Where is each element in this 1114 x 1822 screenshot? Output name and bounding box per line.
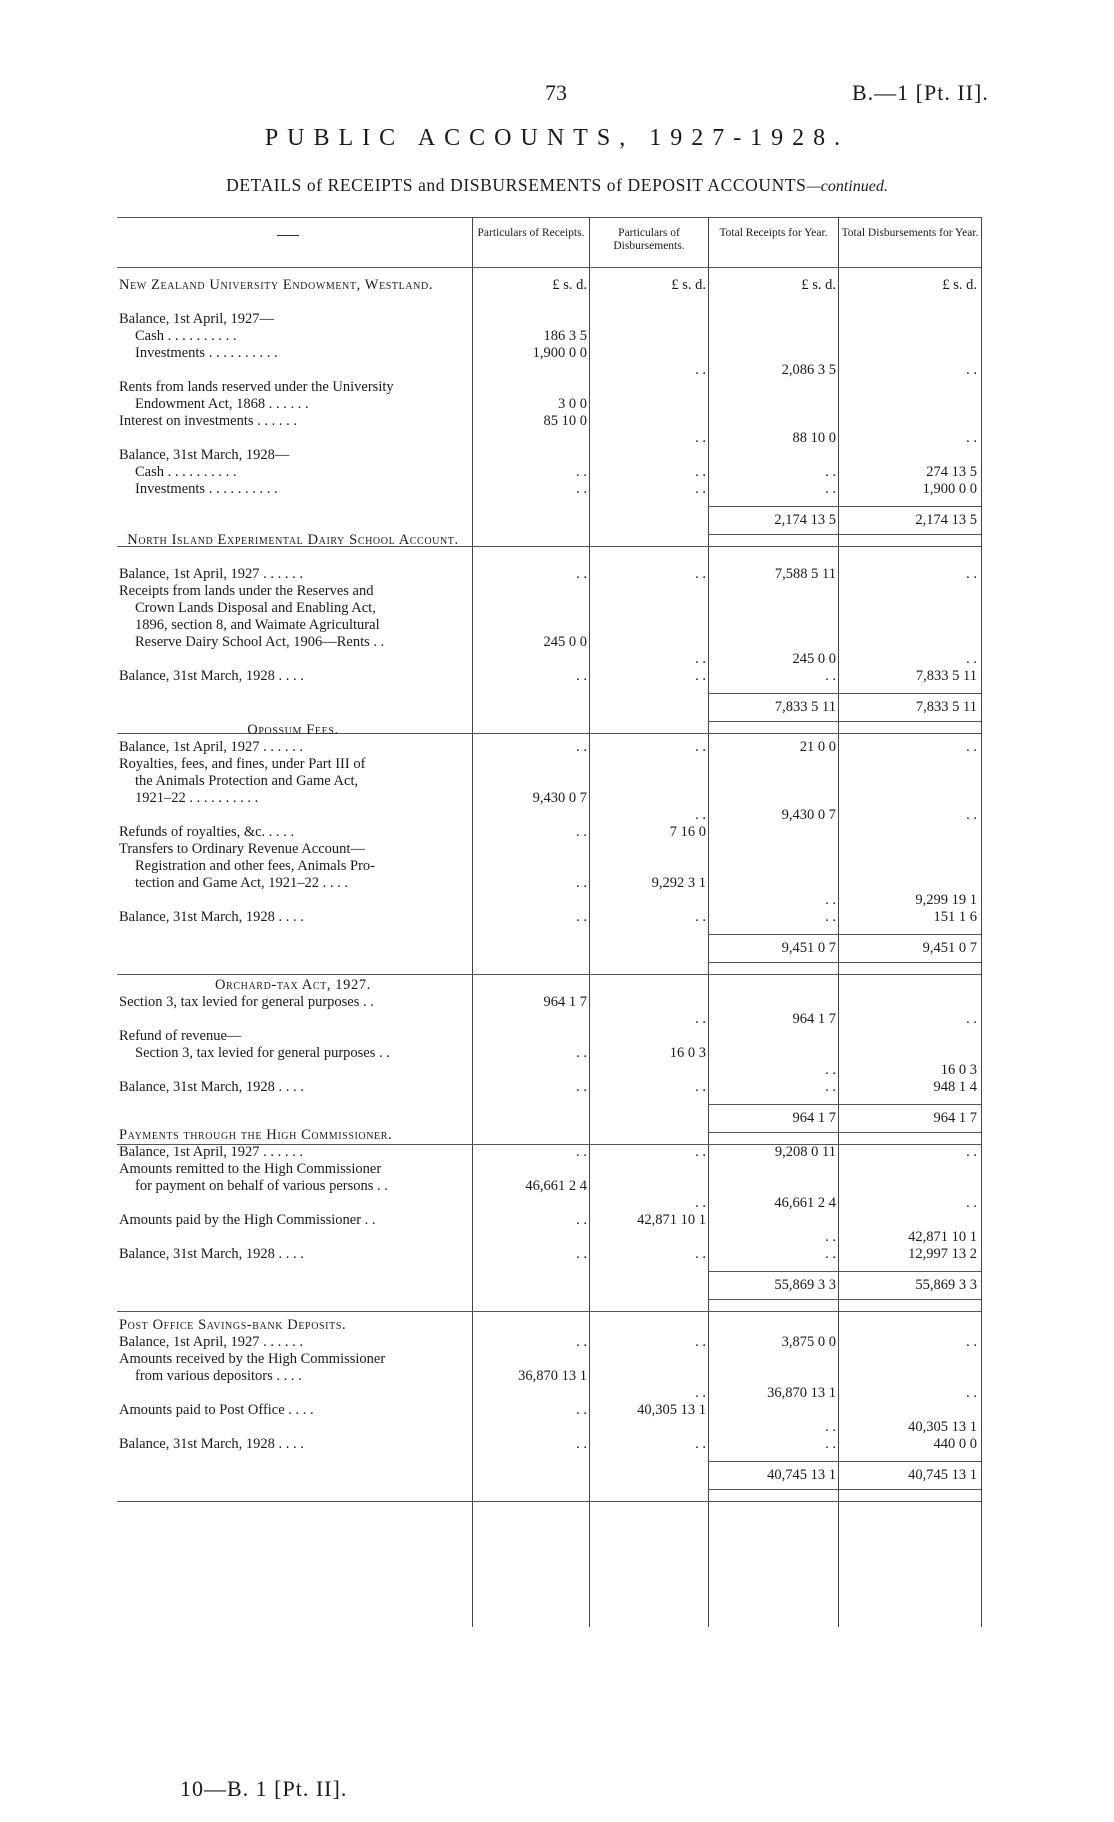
amount-rec: . . bbox=[576, 464, 587, 480]
line-text: Balance, 31st March, 1928 . . . . bbox=[119, 1246, 304, 1262]
amount-rec: . . bbox=[576, 1402, 587, 1418]
amount-trec: 36,870 13 1 bbox=[767, 1385, 836, 1401]
amount-rec: 46,661 2 4 bbox=[525, 1178, 587, 1194]
amount-rec: . . bbox=[576, 1144, 587, 1160]
amount-trec: . . bbox=[825, 909, 836, 925]
total-rule-bottom bbox=[708, 1132, 981, 1133]
total-disbursements: 40,745 13 1 bbox=[908, 1467, 977, 1483]
line-text: Amounts paid by the High Commissioner . . bbox=[119, 1212, 376, 1228]
amount-tdis: 12,997 13 2 bbox=[908, 1246, 977, 1262]
line-text: Balance, 31st March, 1928 . . . . bbox=[119, 1436, 304, 1452]
line-text: Amounts paid to Post Office . . . . bbox=[119, 1402, 314, 1418]
section-title: North Island Experimental Dairy School Account. bbox=[127, 532, 459, 548]
section-divider bbox=[117, 1501, 981, 1502]
header-total-disbursements: Total Disbursements for Year. bbox=[841, 227, 979, 239]
total-receipts: 9,451 0 7 bbox=[781, 940, 836, 956]
line-text: Refund of revenue— bbox=[119, 1028, 242, 1044]
page-subtitle bbox=[0, 175, 1114, 196]
line-text: Refunds of royalties, &c. . . . . bbox=[119, 824, 295, 840]
total-rule-bottom bbox=[708, 721, 981, 722]
amount-tdis: 151 1 6 bbox=[933, 909, 977, 925]
amount-tdis: . . bbox=[966, 566, 977, 582]
amount-tdis: 440 0 0 bbox=[933, 1436, 977, 1452]
amount-tdis: 1,900 0 0 bbox=[922, 481, 977, 497]
line-text: Investments . . . . . . . . . . bbox=[135, 345, 278, 361]
line-text: tection and Game Act, 1921–22 . . . . bbox=[135, 875, 349, 891]
line-text: 1921–22 . . . . . . . . . . bbox=[135, 790, 259, 806]
amount-trec: 9,430 0 7 bbox=[781, 807, 836, 823]
amount-trec: . . bbox=[825, 1229, 836, 1245]
amount-dis: . . bbox=[695, 739, 706, 755]
total-receipts: 40,745 13 1 bbox=[767, 1467, 836, 1483]
amount-dis: . . bbox=[695, 909, 706, 925]
amount-tdis: . . bbox=[966, 1334, 977, 1350]
amount-tdis: 9,299 19 1 bbox=[915, 892, 977, 908]
line-text: Balance, 31st March, 1928 . . . . bbox=[119, 668, 304, 684]
total-disbursements: 9,451 0 7 bbox=[922, 940, 977, 956]
line-text: Amounts remitted to the High Commissioner bbox=[119, 1161, 382, 1177]
amount-tdis: 16 0 3 bbox=[940, 1062, 977, 1078]
amount-tdis: . . bbox=[966, 1144, 977, 1160]
amount-rec: . . bbox=[576, 1212, 587, 1228]
amount-rec: . . bbox=[576, 824, 587, 840]
line-text: Cash . . . . . . . . . . bbox=[135, 464, 237, 480]
total-receipts: 2,174 13 5 bbox=[774, 512, 836, 528]
amount-trec: . . bbox=[825, 481, 836, 497]
header-total-receipts: Total Receipts for Year. bbox=[719, 227, 828, 239]
total-rule-bottom bbox=[708, 534, 981, 535]
amount-tdis: . . bbox=[966, 739, 977, 755]
amount-trec: 3,875 0 0 bbox=[781, 1334, 836, 1350]
amount-trec: . . bbox=[825, 668, 836, 684]
line-text: Receipts from lands under the Reserves and bbox=[119, 583, 374, 599]
amount-dis: 16 0 3 bbox=[669, 1045, 706, 1061]
amount-dis: . . bbox=[695, 566, 706, 582]
amount-dis: . . bbox=[695, 464, 706, 480]
amount-tdis: 274 13 5 bbox=[926, 464, 977, 480]
line-text: Crown Lands Disposal and Enabling Act, bbox=[135, 600, 376, 616]
amount-dis: . . bbox=[695, 668, 706, 684]
line-text: Balance, 31st March, 1928 . . . . bbox=[119, 1079, 304, 1095]
amount-trec: . . bbox=[825, 1246, 836, 1262]
amount-trec: . . bbox=[825, 892, 836, 908]
line-text: Registration and other fees, Animals Pro- bbox=[135, 858, 376, 874]
amount-trec: 7,588 5 11 bbox=[774, 566, 836, 582]
total-rule-top bbox=[708, 506, 981, 507]
line-text: from various depositors . . . . bbox=[135, 1368, 302, 1384]
currency-label: £ s. d. bbox=[552, 277, 587, 293]
line-text: Transfers to Ordinary Revenue Account— bbox=[119, 841, 365, 857]
header-particulars-receipts: Particulars of Receipts. bbox=[477, 227, 585, 239]
section-title: New Zealand University Endowment, Westland. bbox=[119, 277, 434, 293]
total-rule-top bbox=[708, 1461, 981, 1462]
amount-tdis: . . bbox=[966, 1011, 977, 1027]
line-text: Rents from lands reserved under the University bbox=[119, 379, 394, 395]
subtitle-main: DETAILS of RECEIPTS and DISBURSEMENTS of DEPOSIT ACCOUNTS bbox=[226, 175, 807, 195]
amount-trec: . . bbox=[825, 1079, 836, 1095]
page-title: PUBLIC ACCOUNTS, 1927-1928. bbox=[264, 125, 850, 151]
amount-rec: 36,870 13 1 bbox=[518, 1368, 587, 1384]
total-receipts: 55,869 3 3 bbox=[774, 1277, 836, 1293]
amount-tdis: . . bbox=[966, 362, 977, 378]
line-text: Balance, 1st April, 1927 . . . . . . bbox=[119, 1144, 304, 1160]
amount-tdis: 948 1 4 bbox=[933, 1079, 977, 1095]
section-title: Post Office Savings-bank Deposits. bbox=[119, 1317, 347, 1333]
amount-trec: 46,661 2 4 bbox=[774, 1195, 836, 1211]
amount-dis: 40,305 13 1 bbox=[637, 1402, 706, 1418]
line-text: the Animals Protection and Game Act, bbox=[135, 773, 359, 789]
amount-trec: 245 0 0 bbox=[792, 651, 836, 667]
line-text: Balance, 31st March, 1928— bbox=[119, 447, 290, 463]
amount-trec: 964 1 7 bbox=[792, 1011, 836, 1027]
amount-rec: 186 3 5 bbox=[543, 328, 587, 344]
line-text: Section 3, tax levied for general purposes . . bbox=[119, 994, 374, 1010]
amount-rec: 85 10 0 bbox=[543, 413, 587, 429]
amount-rec: 3 0 0 bbox=[558, 396, 587, 412]
total-rule-top bbox=[708, 1104, 981, 1105]
amount-dis: . . bbox=[695, 430, 706, 446]
total-receipts: 964 1 7 bbox=[792, 1110, 836, 1126]
page-number: 73 bbox=[545, 80, 567, 105]
amount-dis: 9,292 3 1 bbox=[651, 875, 706, 891]
amount-trec: . . bbox=[825, 1419, 836, 1435]
section-divider bbox=[117, 1311, 981, 1312]
amount-rec: 1,900 0 0 bbox=[532, 345, 587, 361]
amount-rec: . . bbox=[576, 1045, 587, 1061]
subtitle-continued: —continued. bbox=[806, 178, 888, 195]
total-rule-top bbox=[708, 693, 981, 694]
amount-tdis: . . bbox=[966, 807, 977, 823]
line-text: Amounts received by the High Commissioner bbox=[119, 1351, 386, 1367]
amount-dis: . . bbox=[695, 1079, 706, 1095]
amount-trec: . . bbox=[825, 1062, 836, 1078]
total-disbursements: 55,869 3 3 bbox=[915, 1277, 977, 1293]
section-title: Payments through the High Commissioner. bbox=[119, 1127, 393, 1143]
line-text: for payment on behalf of various persons . . bbox=[135, 1178, 388, 1194]
total-receipts: 7,833 5 11 bbox=[774, 699, 836, 715]
currency-label: £ s. d. bbox=[671, 277, 706, 293]
amount-tdis: . . bbox=[966, 651, 977, 667]
amount-rec: . . bbox=[576, 1436, 587, 1452]
amount-rec: . . bbox=[576, 739, 587, 755]
amount-dis: 42,871 10 1 bbox=[637, 1212, 706, 1228]
amount-rec: . . bbox=[576, 1334, 587, 1350]
line-text: Endowment Act, 1868 . . . . . . bbox=[135, 396, 309, 412]
amount-dis: . . bbox=[695, 1246, 706, 1262]
section-title: Opossum Fees. bbox=[247, 722, 339, 738]
amount-dis: 7 16 0 bbox=[669, 824, 706, 840]
currency-label: £ s. d. bbox=[801, 277, 836, 293]
total-disbursements: 7,833 5 11 bbox=[915, 699, 977, 715]
total-rule-bottom bbox=[708, 1299, 981, 1300]
line-text: Balance, 1st April, 1927 . . . . . . bbox=[119, 1334, 304, 1350]
total-rule-bottom bbox=[708, 962, 981, 963]
line-text: Investments . . . . . . . . . . bbox=[135, 481, 278, 497]
line-text: Balance, 31st March, 1928 . . . . bbox=[119, 909, 304, 925]
page-footer: 10—B. 1 [Pt. II]. bbox=[180, 1776, 348, 1801]
amount-tdis: . . bbox=[966, 1385, 977, 1401]
total-rule-bottom bbox=[708, 1489, 981, 1490]
total-rule-top bbox=[708, 1271, 981, 1272]
total-rule-top bbox=[708, 934, 981, 935]
section-title: Orchard-tax Act, 1927. bbox=[215, 977, 371, 993]
line-text: Interest on investments . . . . . . bbox=[119, 413, 298, 429]
amount-rec: . . bbox=[576, 566, 587, 582]
section-divider bbox=[117, 974, 981, 975]
line-text: Balance, 1st April, 1927— bbox=[119, 311, 275, 327]
line-text: Balance, 1st April, 1927 . . . . . . bbox=[119, 566, 304, 582]
amount-rec: . . bbox=[576, 1079, 587, 1095]
document-reference: B.—1 [Pt. II]. bbox=[852, 80, 989, 105]
line-text: Cash . . . . . . . . . . bbox=[135, 328, 237, 344]
line-text: Balance, 1st April, 1927 . . . . . . bbox=[119, 739, 304, 755]
line-text: Royalties, fees, and fines, under Part III of bbox=[119, 756, 366, 772]
amount-rec: . . bbox=[576, 875, 587, 891]
amount-dis: . . bbox=[695, 1436, 706, 1452]
amount-dis: . . bbox=[695, 1334, 706, 1350]
amount-trec: 2,086 3 5 bbox=[781, 362, 836, 378]
header-dash bbox=[277, 235, 299, 236]
amount-tdis: 7,833 5 11 bbox=[915, 668, 977, 684]
header-particulars-disbursements: Particulars of Disbursements. bbox=[613, 227, 685, 252]
amount-rec: . . bbox=[576, 481, 587, 497]
amount-dis: . . bbox=[695, 651, 706, 667]
amount-dis: . . bbox=[695, 1195, 706, 1211]
amount-rec: 964 1 7 bbox=[543, 994, 587, 1010]
amount-trec: 88 10 0 bbox=[792, 430, 836, 446]
amount-dis: . . bbox=[695, 362, 706, 378]
amount-dis: . . bbox=[695, 807, 706, 823]
amount-dis: . . bbox=[695, 1011, 706, 1027]
amount-tdis: . . bbox=[966, 1195, 977, 1211]
amount-tdis: 40,305 13 1 bbox=[908, 1419, 977, 1435]
amount-tdis: . . bbox=[966, 430, 977, 446]
amount-dis: . . bbox=[695, 1144, 706, 1160]
amount-rec: . . bbox=[576, 909, 587, 925]
line-text: 1896, section 8, and Waimate Agricultural bbox=[135, 617, 380, 633]
total-disbursements: 964 1 7 bbox=[933, 1110, 977, 1126]
ledger-table bbox=[117, 217, 981, 1627]
amount-trec: . . bbox=[825, 464, 836, 480]
amount-rec: . . bbox=[576, 1246, 587, 1262]
amount-tdis: 42,871 10 1 bbox=[908, 1229, 977, 1245]
amount-trec: . . bbox=[825, 1436, 836, 1452]
amount-dis: . . bbox=[695, 1385, 706, 1401]
total-disbursements: 2,174 13 5 bbox=[915, 512, 977, 528]
amount-trec: 9,208 0 11 bbox=[774, 1144, 836, 1160]
amount-rec: 9,430 0 7 bbox=[532, 790, 587, 806]
amount-dis: . . bbox=[695, 481, 706, 497]
line-text: Reserve Dairy School Act, 1906—Rents . . bbox=[135, 634, 385, 650]
line-text: Section 3, tax levied for general purposes . . bbox=[135, 1045, 390, 1061]
amount-trec: 21 0 0 bbox=[799, 739, 836, 755]
currency-label: £ s. d. bbox=[942, 277, 977, 293]
amount-rec: . . bbox=[576, 668, 587, 684]
amount-rec: 245 0 0 bbox=[543, 634, 587, 650]
